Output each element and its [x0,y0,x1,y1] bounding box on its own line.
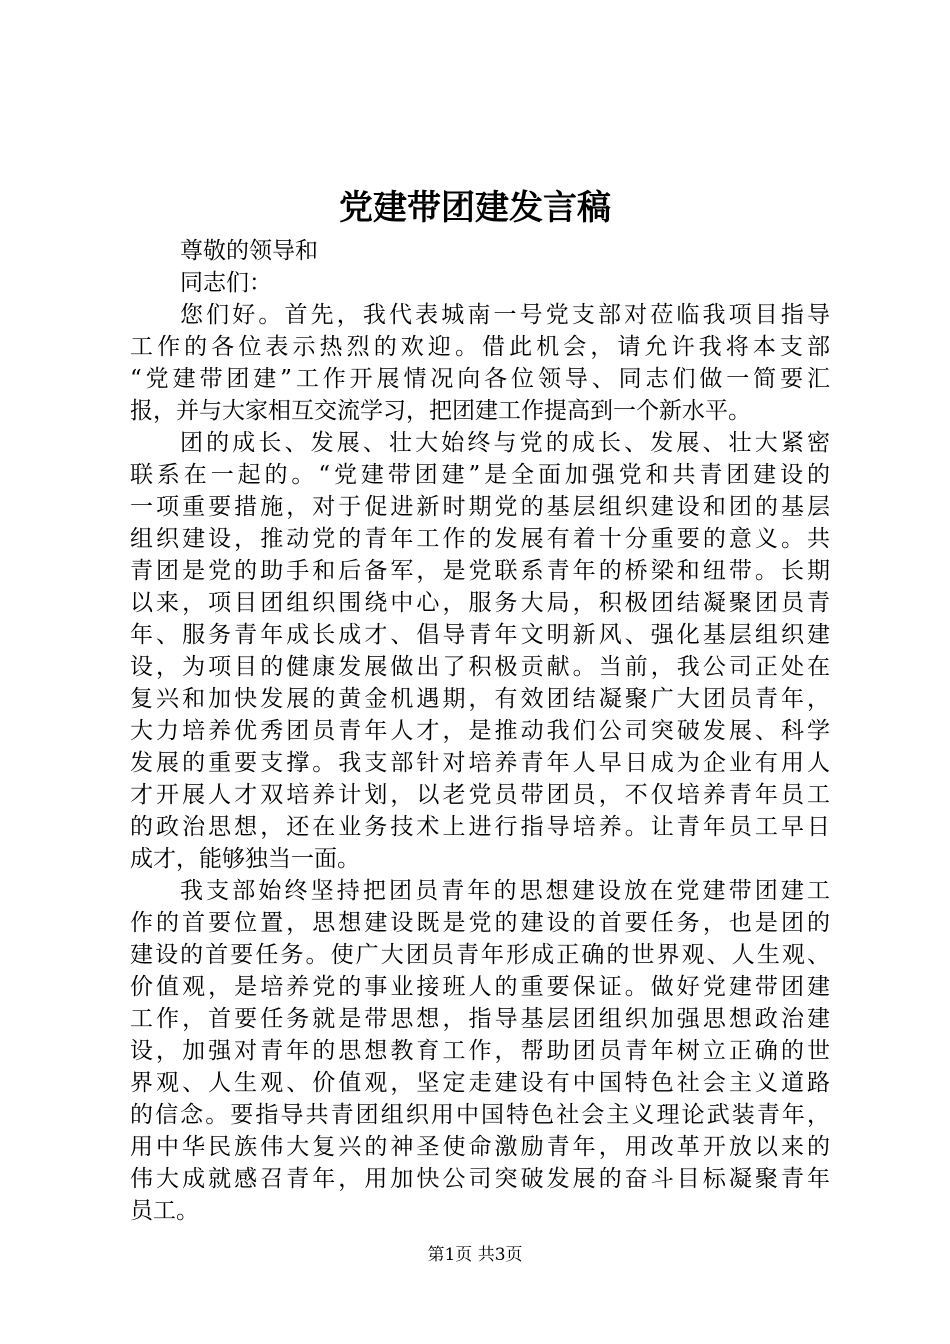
text-line: 才开展人才双培养计划，以老党员带团员，不仅培养青年员工 [130,782,830,808]
document-body [130,235,830,1227]
page-footer: 第1页 共3页 [427,1245,523,1265]
text-line: “党建带团建”工作开展情况向各位领导、同志们做一简要汇 [130,366,830,392]
text-line: 年、服务青年成长成才、倡导青年文明新风、强化基层组织建 [130,622,830,648]
text-line: 尊敬的领导和 [180,238,318,264]
text-line: 伟大成就感召青年，用加快公司突破发展的奋斗目标凝聚青年 [130,1166,830,1192]
text-line: 我支部始终坚持把团员青年的思想建设放在党建带团建工 [180,878,830,904]
text-line: 价值观，是培养党的事业接班人的重要保证。做好党建带团建 [130,974,830,1000]
text-line: 界观、人生观、价值观，坚定走建设有中国特色社会主义道路 [130,1070,830,1096]
text-line: 同志们： [180,270,272,296]
text-line: 的信念。要指导共青团组织用中国特色社会主义理论武装青年， [130,1102,830,1128]
page-title: 党建带团建发言稿 [339,188,611,228]
text-line: 工作，首要任务就是带思想，指导基层团组织加强思想政治建 [130,1006,830,1032]
text-line: 的政治思想，还在业务技术上进行指导培养。让青年员工早日 [130,814,830,840]
text-line: 员工。 [130,1198,199,1224]
text-line: 联系在一起的。“党建带团建”是全面加强党和共青团建设的 [130,462,830,488]
text-line: 设，加强对青年的思想教育工作，帮助团员青年树立正确的世 [130,1038,830,1064]
text-line: 复兴和加快发展的黄金机遇期，有效团结凝聚广大团员青年， [130,686,830,712]
text-line: 建设的首要任务。使广大团员青年形成正确的世界观、人生观、 [130,942,830,968]
text-line: 工作的各位表示热烈的欢迎。借此机会，请允许我将本支部 [130,334,830,360]
text-line: 报，并与大家相互交流学习，把团建工作提高到一个新水平。 [130,398,751,424]
text-line: 用中华民族伟大复兴的神圣使命激励青年，用改革开放以来的 [130,1134,830,1160]
text-line: 发展的重要支撑。我支部针对培养青年人早日成为企业有用人 [130,750,830,776]
text-line: 以来，项目团组织围绕中心，服务大局，积极团结凝聚团员青 [130,590,830,616]
text-line: 青团是党的助手和后备军，是党联系青年的桥梁和纽带。长期 [130,558,830,584]
text-line: 您们好。首先，我代表城南一号党支部对莅临我项目指导 [180,302,830,328]
text-line: 设，为项目的健康发展做出了积极贡献。当前，我公司正处在 [130,654,830,680]
text-line: 成才，能够独当一面。 [130,846,360,872]
text-line: 组织建设，推动党的青年工作的发展有着十分重要的意义。共 [130,526,830,552]
text-line: 作的首要位置，思想建设既是党的建设的首要任务，也是团的 [130,910,830,936]
text-line: 一项重要措施，对于促进新时期党的基层组织建设和团的基层 [130,494,830,520]
text-line: 大力培养优秀团员青年人才，是推动我们公司突破发展、科学 [130,718,830,744]
text-line: 团的成长、发展、壮大始终与党的成长、发展、壮大紧密 [180,430,830,456]
